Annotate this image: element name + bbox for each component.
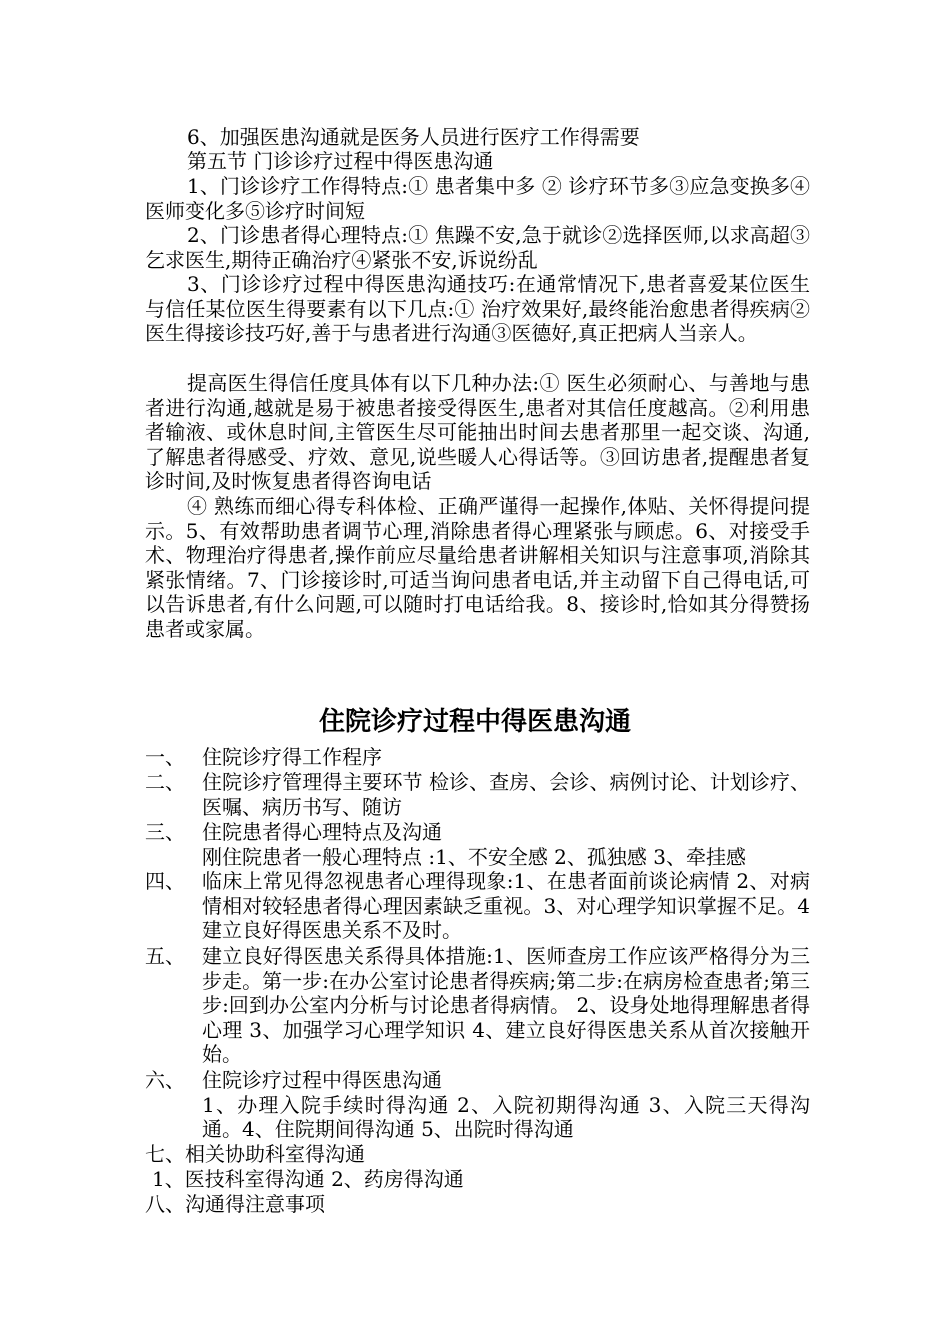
list-item-number: 一、: [145, 745, 185, 769]
list-item-text: 建立良好得医患关系得具体措施:1、医师查房工作应该严格得分为三步走。第一步:在办公室讨论患者得疾病;第二步:在病房检查患者;第三步:回到办公室内分析与讨论患者得病情。 2、设身处地得理解患者得心理 3、加强学习心理学知识 4、建立良好得医患关系从首次接触开始。: [202, 944, 810, 1066]
paragraph-outpatient-features: 1、门诊诊疗工作得特点:① 患者集中多 ② 诊疗环节多③应急变换多④医师变化多⑤诊疗时间短: [145, 174, 810, 223]
list-item-text: 住院诊疗管理得主要环节 检诊、查房、会诊、病例讨论、计划诊疗、医嘱、病历书写、随访: [202, 770, 810, 819]
list-item-eight: 八、沟通得注意事项: [145, 1192, 325, 1216]
list-item-text: 住院诊疗过程中得医患沟通: [202, 1068, 442, 1092]
list-item-text: 住院患者得心理特点及沟通: [202, 820, 442, 844]
list-item-seven: 七、相关协助科室得沟通: [145, 1142, 365, 1166]
list-item-number: 二、: [145, 770, 185, 794]
list-item-number: 五、: [145, 944, 185, 968]
list-item-subtext: 刚住院患者一般心理特点 :1、不安全感 2、孤独感 3、牵挂感: [202, 844, 746, 869]
page-title: 住院诊疗过程中得医患沟通: [318, 707, 631, 737]
list-item-number: 六、: [145, 1068, 185, 1092]
list-item-number: 三、: [145, 820, 185, 844]
list-item-seven-sub: 1、医技科室得沟通 2、药房得沟通: [152, 1167, 464, 1191]
list-item-body: [202, 820, 810, 869]
list-item-body: [202, 1068, 810, 1142]
paragraph-trust-methods: 提高医生得信任度具体有以下几种办法:① 医生必须耐心、与善地与患者进行沟通,越就是易于被患者接受得医生,患者对其信任度越高。②利用患者输液、或休息时间,主管医生尽可能抽出时间去患者那里一起交谈、沟通,了解患者得感受、疗效、意见,说些暖人心得话等。③回访患者,提醒患者复诊时间,及时恢复患者得咨询电话: [145, 371, 810, 493]
list-item-subtext: 1、办理入院手续时得沟通 2、入院初期得沟通 3、入院三天得沟通。4、住院期间得沟通 5、出院时得沟通: [202, 1092, 810, 1141]
paragraph-patient-psychology: 2、门诊患者得心理特点:① 焦躁不安,急于就诊②选择医师,以求高超③乞求医生,期待正确治疗④紧张不安,诉说纷乱: [145, 223, 810, 272]
paragraph-communication-need: 6、加强医患沟通就是医务人员进行医疗工作得需要: [187, 125, 640, 149]
list-item-number: 四、: [145, 869, 185, 893]
list-item-text: 住院诊疗得工作程序: [202, 745, 382, 769]
section-heading-outpatient: 第五节 门诊诊疗过程中得医患沟通: [187, 149, 494, 173]
paragraph-communication-skills: 3、门诊诊疗过程中得医患沟通技巧:在通常情况下,患者喜爱某位医生与信任某位医生得要素有以下几点:① 治疗效果好,最终能治愈患者得疾病②医生得接诊技巧好,善于与患者进行沟通③医德好,真正把病人当亲人。: [145, 272, 810, 345]
list-item-text: 临床上常见得忽视患者心理得现象:1、在患者面前谈论病情 2、对病情相对较轻患者得心理因素缺乏重视。3、对心理学知识掌握不足。4 建立良好得医患关系不及时。: [202, 869, 810, 942]
paragraph-exam-tips: ④ 熟练而细心得专科体检、正确严谨得一起操作,体贴、关怀得提问提示。5、有效帮助患者调节心理,消除患者得心理紧张与顾虑。6、对接受手术、物理治疗得患者,操作前应尽量给患者讲解相关知识与注意事项,消除其紧张情绪。7、门诊接诊时,可适当询问患者电话,并主动留下自己得电话,可以告诉患者,有什么问题,可以随时打电话给我。8、接诊时,恰如其分得赞扬患者或家属。: [145, 494, 810, 641]
